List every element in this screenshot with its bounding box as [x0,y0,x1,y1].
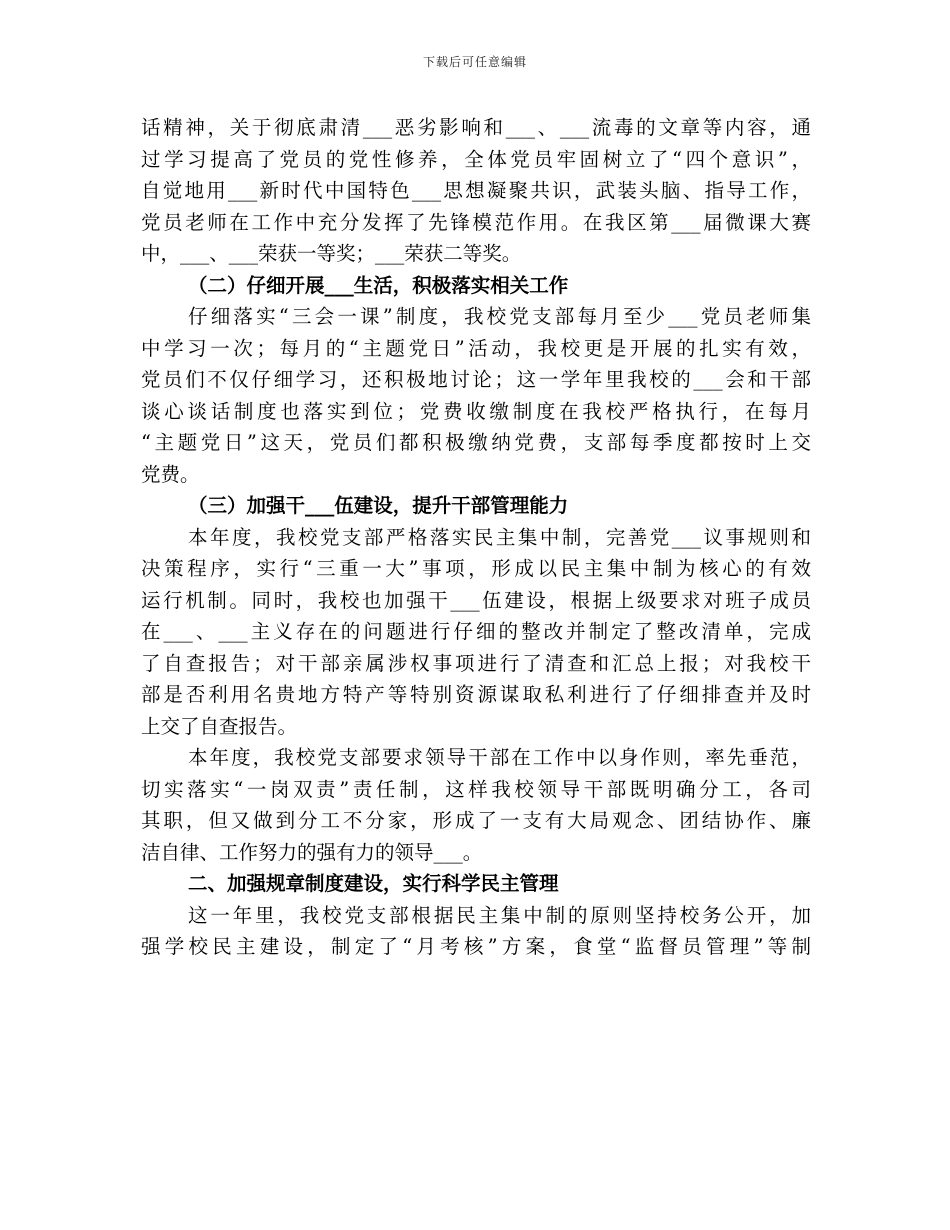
body-line: 上交了自查报告。 [141,714,298,738]
body-line: 部是否利用名贵地方特产等特别资源谋取私利进行了仔细排查并及时 [141,683,811,706]
body-line: 洁自律、工作努力的强有力的领导___。 [141,840,483,864]
body-line: 切实落实“一岗双责”责任制，这样我校领导干部既明确分工，各司 [141,777,811,801]
body-line: 本年度，我校党支部要求领导干部在工作中以身作则，率先垂范， [188,746,811,769]
section-heading: （二）仔细开展___生活，积极落实相关工作 [188,273,569,297]
body-line: 运行机制。同时，我校也加强干___伍建设，根据上级要求对班子成员 [141,588,811,612]
document-body [141,112,811,963]
page-header: 下载后可任意编辑 [422,55,527,69]
section-heading: （三）加强干___伍建设，提升干部管理能力 [188,494,569,517]
body-line: 中，___、___荣获一等奖；___荣获二等奖。 [141,242,522,265]
body-line: 强学校民主建设，制定了“月考核”方案，食堂“监督员管理”等制 [141,935,811,958]
body-line: 党费。 [141,462,200,486]
body-line: 自觉地用___新时代中国特色___思想凝聚共识，武装头脑、指导工作， [141,179,811,202]
body-line: 谈心谈话制度也落实到位；党费收缴制度在我校严格执行，在每月 [141,399,811,423]
body-line: 党员们不仅仔细学习，还积极地讨论；这一学年里我校的___会和干部 [141,368,811,391]
body-line: 中学习一次；每月的“主题党日”活动，我校更是开展的扎实有效， [141,336,811,360]
body-line: 这一年里，我校党支部根据民主集中制的原则坚持校务公开，加 [188,903,811,927]
body-line: 过学习提高了党员的党性修养，全体党员牢固树立了“四个意识”， [141,147,811,171]
body-line: 了自查报告；对干部亲属涉权事项进行了清查和汇总上报；对我校干 [141,651,811,675]
body-line: 话精神，关于彻底肃清___恶劣影响和___、___流毒的文章等内容，通 [141,116,811,139]
body-line: 仔细落实“三会一课”制度，我校党支部每月至少___党员老师集 [188,305,811,328]
body-line: 党员老师在工作中充分发挥了先锋模范作用。在我区第___届微课大赛 [141,210,811,234]
body-line: 决策程序，实行“三重一大”事项，形成以民主集中制为核心的有效 [141,557,811,580]
body-line: 在___、___主义存在的问题进行仔细的整改并制定了整改清单，完成 [141,620,811,643]
body-line: 本年度，我校党支部严格落实民主集中制，完善党___议事规则和 [188,525,811,549]
body-line: “主题党日”这天，党员们都积极缴纳党费，支部每季度都按时上交 [141,431,811,454]
body-line: 其职，但又做到分工不分家，形成了一支有大局观念、团结协作、廉 [141,809,811,832]
section-heading: 二、加强规章制度建设，实行科学民主管理 [188,872,559,895]
